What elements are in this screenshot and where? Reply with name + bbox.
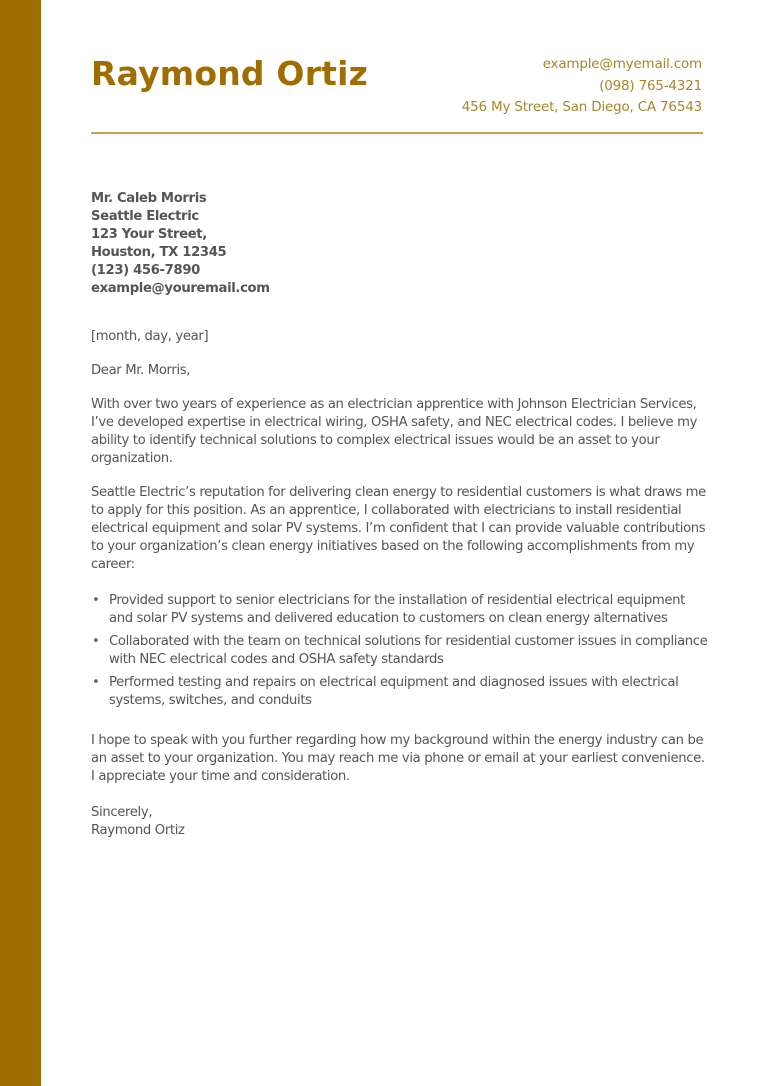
- sender-name: Raymond Ortiz: [91, 54, 369, 93]
- recipient-name: Mr. Caleb Morris: [91, 191, 207, 206]
- signoff: Sincerely,: [91, 805, 153, 820]
- salutation: Dear Mr. Morris,: [91, 363, 191, 378]
- letter-body: [91, 190, 711, 840]
- accomplishments-list: [91, 592, 711, 710]
- list-item: • Provided support to senior electricians for the installation of residential electrical equipment and solar PV systems and delivered education to customers on clean energy alternatives: [91, 592, 711, 628]
- recipient-city: Houston, TX 12345: [91, 245, 227, 260]
- signoff-block: [91, 804, 711, 840]
- closing-paragraph: I hope to speak with you further regarding how my background within the energy industry can be an asset to your organization. You may reach me via phone or email at your earliest convenience. I appreciate your time and consideration.: [91, 733, 705, 784]
- accent-sidebar: [0, 0, 41, 1086]
- sender-email: example@myemail.com: [542, 56, 702, 72]
- letter-date: [month, day, year]: [91, 329, 209, 344]
- sender-phone: (098) 765-4321: [599, 77, 702, 94]
- recipient-company: Seattle Electric: [91, 209, 199, 224]
- body-paragraph-2: Seattle Electric’s reputation for delivering clean energy to residential customers is what draws me to apply for this position. As an apprentice, I collaborated with electricians to install residential electrical equipment and solar PV systems. I’m confident that I can provide valuable contributions to your organization’s clean energy initiatives based on the following accomplishments from my career:: [91, 485, 706, 572]
- recipient-phone: (123) 456-7890: [91, 263, 200, 278]
- body-paragraph-1: With over two years of experience as an electrician apprentice with Johnson Electrician Services, I’ve developed expertise in electrical wiring, OSHA safety, and NEC electrical codes. I believe my ability to identify technical solutions to complex electrical issues would be an asset to your organization.: [91, 397, 698, 466]
- recipient-email: example@youremail.com: [91, 281, 270, 296]
- sender-address: 456 My Street, San Diego, CA 76543: [461, 99, 702, 115]
- list-item: • Performed testing and repairs on electrical equipment and diagnosed issues with electrical systems, switches, and conduits: [91, 674, 711, 710]
- recipient-block: [91, 190, 711, 298]
- list-item: • Collaborated with the team on technical solutions for residential customer issues in compliance with NEC electrical codes and OSHA safety standards: [91, 633, 711, 669]
- sender-contact: [462, 54, 702, 119]
- recipient-street: 123 Your Street,: [91, 227, 207, 242]
- header-divider: [91, 132, 703, 134]
- signature: Raymond Ortiz: [91, 823, 185, 838]
